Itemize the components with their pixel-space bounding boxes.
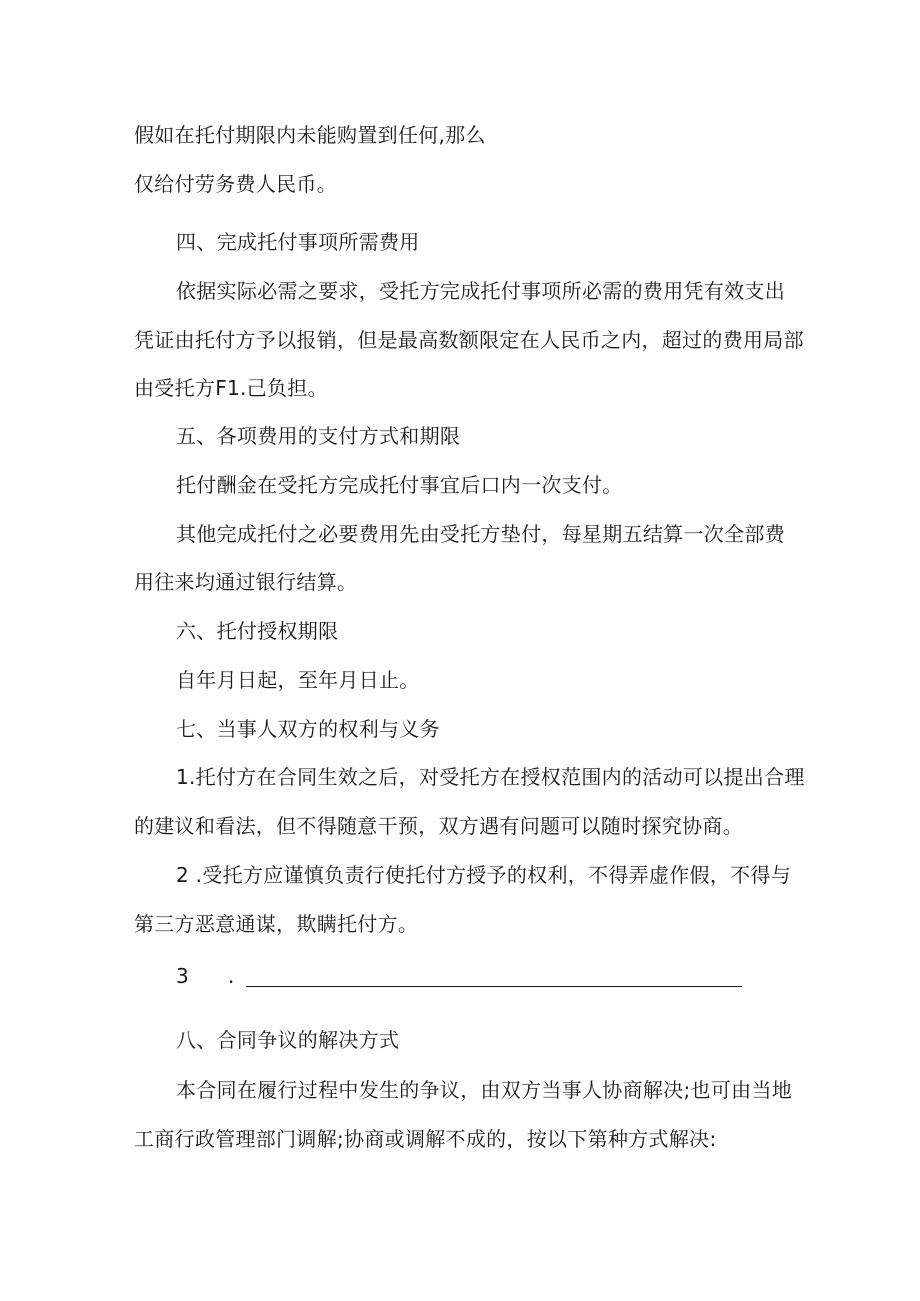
text-line: 自年月日起，至年月日止。: [176, 668, 420, 692]
fill-in-blank-line: [246, 986, 742, 987]
text-line: 其他完成托付之必要费用先由受托方垫付，每星期五结算一次全部费: [176, 522, 785, 546]
text-line: 依据实际必需之要求，受托方完成托付事项所必需的费用凭有效支出: [176, 279, 785, 303]
text-line: 的建议和看法，但不得随意干预，双方遇有问题可以随时探究协商。: [134, 814, 743, 838]
text-line: 用往来均通过银行结算。: [134, 570, 358, 594]
text-line: 第三方恶意通谋，欺瞒托付方。: [134, 912, 419, 936]
section-heading-5: 五、各项费用的支付方式和期限: [176, 424, 461, 448]
text-line: 本合同在履行过程中发生的争议，由双方当事人协商解决;也可由当地: [176, 1078, 793, 1102]
item-3-blank-row: [176, 962, 746, 990]
section-heading-8: 八、合同争议的解决方式: [176, 1028, 400, 1052]
text-line: 1.托付方在合同生效之后，对受托方在授权范围内的活动可以提出合理: [176, 765, 805, 789]
section-heading-6: 六、托付授权期限: [176, 619, 339, 643]
section-heading-4: 四、完成托付事项所需费用: [176, 230, 420, 254]
item-3-number: 3: [176, 964, 189, 988]
text-line: 工商行政管理部门调解;协商或调解不成的，按以下第种方式解决:: [134, 1127, 717, 1151]
text-line: 凭证由托付方予以报销，但是最高数额限定在人民币之内，超过的费用局部: [134, 328, 804, 352]
text-line: 2 .受托方应谨慎负责行使托付方授予的权利，不得弄虚作假，不得与: [176, 863, 792, 887]
text-line: 仅给付劳务费人民币。: [134, 172, 337, 196]
section-heading-7: 七、当事人双方的权利与义务: [176, 717, 440, 741]
text-line: 托付酬金在受托方完成托付事宜后口内一次支付。: [176, 473, 623, 497]
text-line: 由受托方F1.己负担。: [134, 376, 328, 400]
text-line: 假如在托付期限内未能购置到任何,那么: [134, 123, 486, 147]
item-3-dot: .: [228, 964, 235, 988]
